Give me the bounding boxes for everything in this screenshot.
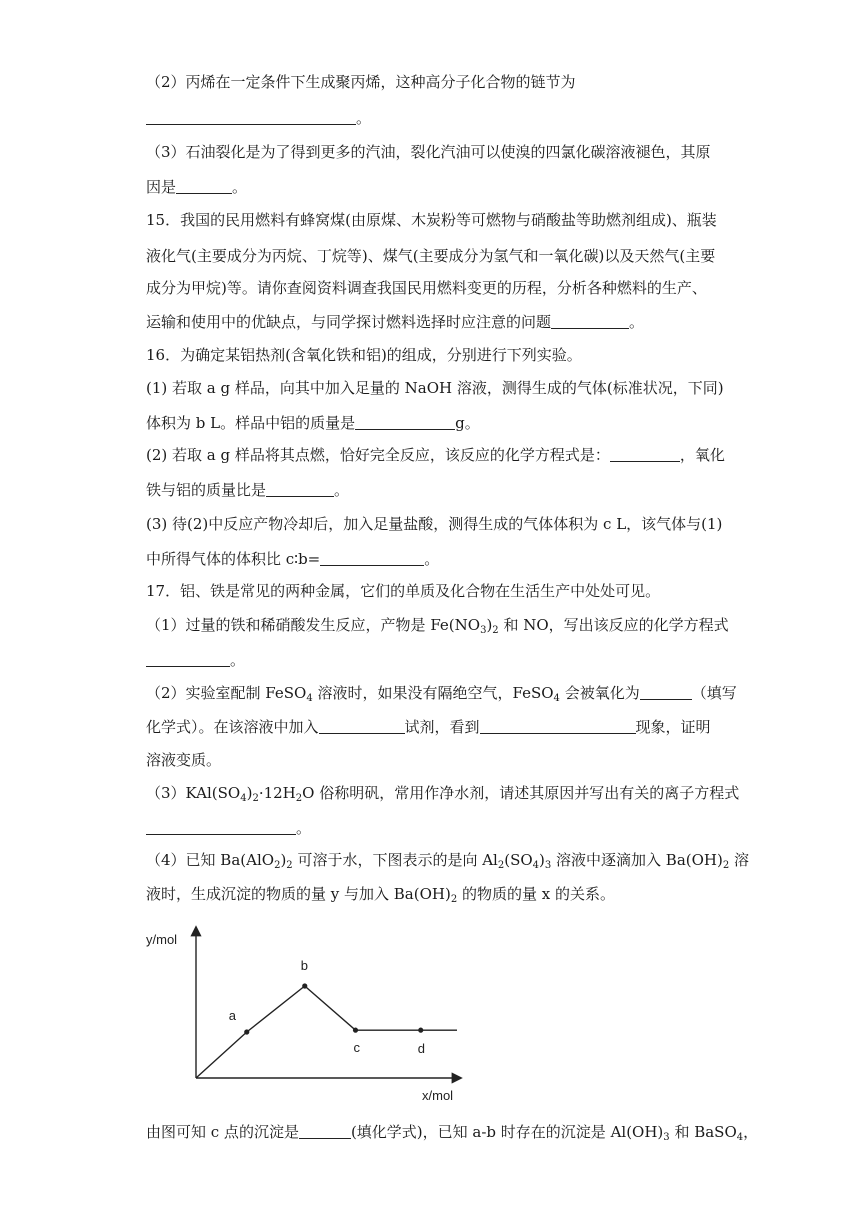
text-line: 16．为确定某铝热剂(含氧化铁和铝)的组成，分别进行下列实验。 [146, 346, 582, 364]
text-line: 液时，生成沉淀的物质的量 y 与加入 $Ba(OH)_2$ 的物质的量 x 的关系。 [146, 885, 615, 905]
text-line: （4）已知 $Ba(AlO_2)_2$ 可溶于水，下图表示的是向 $Al_2(SO_4)_3$ 溶液中逐滴加入 $Ba(OH)_2$ 溶 [146, 851, 750, 871]
answer-blank[interactable] [146, 109, 356, 125]
text-line: 因是 。 [146, 178, 248, 196]
text-line: $(3)KAl(SO_4)_2\cdot 12H_2O$ 俗称明矾，常用作净水剂，请述其原因并写出有关的离子方程式 [146, 784, 740, 804]
text-line: （3）石油裂化是为了得到更多的汽油，裂化汽油可以使溴的四氯化碳溶液褪色，其原 [146, 143, 711, 161]
text-line: 中所得气体的体积比 c∶b= 。 [146, 550, 440, 568]
point-label-d: d [417, 1041, 425, 1057]
point-label-b: b [300, 958, 308, 973]
text-line: (2) 若取 a g 样品将其点燃，恰好完全反应，该反应的化学方程式是： ，氧化 [146, 446, 725, 464]
text-line: （2）丙烯在一定条件下生成聚丙烯，这种高分子化合物的链节为 [146, 73, 576, 91]
text-line: 铁与铝的质量比是 。 [146, 481, 350, 499]
y-axis-label: y/mol [146, 932, 178, 947]
text-line: 由图可知 c 点的沉淀是 (填化学式)，已知 a-b 时存在的沉淀是 $Al(OH)_3$ 和 BaSO$_4$， [146, 1123, 759, 1143]
x-axis-label: x/mol [422, 1088, 454, 1103]
precipitate-chart [140, 920, 470, 1110]
text-line: 溶液变质。 [146, 751, 222, 769]
text-line: 化学式）。在该溶液中加入 试剂，看到 现象，证明 [146, 718, 711, 736]
answer-blank[interactable] [266, 481, 334, 497]
text-line: (3) 待(2)中反应产物冷却后，加入足量盐酸，测得生成的气体体积为 c L，该气体与(1) [146, 515, 723, 533]
point-label-c: c [353, 1040, 360, 1056]
text-line: 体积为 b L。样品中铝的质量是 g。 [146, 414, 480, 432]
series-line [196, 986, 457, 1078]
point-label-a: a [228, 1008, 236, 1023]
answer-blank[interactable] [299, 1123, 351, 1139]
answer-blank[interactable] [480, 718, 636, 734]
text-line: 15．我国的民用燃料有蜂窝煤(由原煤、木炭粉等可燃物与硝酸盐等助燃剂组成)、瓶装 [146, 211, 717, 229]
answer-blank[interactable] [610, 446, 680, 462]
answer-blank[interactable] [146, 819, 296, 835]
text-line: 运输和使用中的优缺点，与同学探讨燃料选择时应注意的问题 。 [146, 313, 645, 331]
text-line: （1）过量的铁和稀硝酸发生反应，产物是 $Fe(NO_3)_2$ 和 NO，写出该反应的化学方程式 [146, 616, 729, 636]
text-line: 。 [146, 818, 311, 838]
answer-blank[interactable] [551, 313, 629, 329]
text-line: 成分为甲烷)等。请你查阅资料调查我国民用燃料变更的历程，分析各种燃料的生产、 [146, 279, 707, 297]
text-line: 液化气(主要成分为丙烷、丁烷等)、煤气(主要成分为氢气和一氧化碳)以及天然气(主要 [146, 247, 716, 265]
point-c [353, 1028, 358, 1033]
text-line: 。 [146, 650, 245, 670]
answer-blank[interactable] [176, 178, 232, 194]
answer-blank[interactable] [319, 718, 405, 734]
point-b [302, 983, 307, 988]
text-line: （2）实验室配制 FeSO$_4$ 溶液时，如果没有隔绝空气，FeSO$_4$ 会被氧化为 （填写 [146, 684, 737, 704]
point-d [418, 1028, 423, 1033]
point-a [244, 1029, 249, 1034]
answer-blank[interactable] [320, 550, 424, 566]
answer-blank[interactable] [146, 651, 230, 667]
text-line: 17．铝、铁是常见的两种金属，它们的单质及化合物在生活生产中处处可见。 [146, 582, 661, 600]
answer-blank[interactable] [640, 684, 692, 700]
text-line: 。 [146, 108, 371, 128]
answer-blank[interactable] [355, 414, 455, 430]
text-line: (1) 若取 a g 样品，向其中加入足量的 NaOH 溶液，测得生成的气体(标准状况，下同) [146, 379, 724, 397]
